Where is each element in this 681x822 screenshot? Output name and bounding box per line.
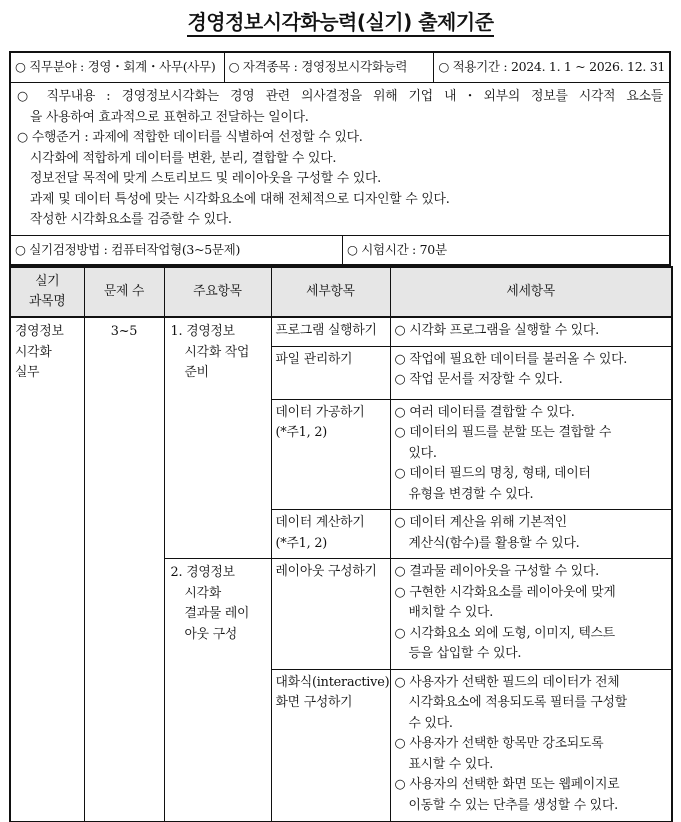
table-row: [10, 317, 672, 346]
header-count: 문제 수: [84, 267, 164, 317]
sub-item: 프로그램 실행하기: [271, 317, 390, 346]
detail-item: ○ 작업에 필요한 데이터를 불러올 수 있다. ○ 작업 문서를 저장할 수 있다.: [390, 346, 672, 399]
table-header-row: [10, 267, 672, 317]
detail-item: ○ 결과물 레이아웃을 구성할 수 있다. ○ 구현한 시각화요소를 레이아웃에 맞게 배치할 수 있다. ○ 시각화요소 외에 도형, 이미지, 텍스트 등을 삽입할 수 있다.: [390, 559, 672, 670]
sub-item: 파일 관리하기: [271, 346, 390, 399]
major-item-2: 2. 경영정보 시각화 결과물 레이 아웃 구성: [164, 559, 271, 822]
detail-item: ○ 여러 데이터를 결합할 수 있다. ○ 데이터의 필드를 분할 또는 결합할 수 있다. ○ 데이터 필드의 명칭, 형태, 데이터 유형을 변경할 수 있다.: [390, 399, 672, 510]
criteria-line: 과제 및 데이터 특성에 맞는 시각화요소에 대해 전체적으로 디자인할 수 있다.: [30, 191, 450, 207]
header-detail: 세세항목: [390, 267, 672, 317]
info-box: [9, 51, 671, 266]
criteria-table: [9, 266, 673, 822]
certificate-name: ○ 자격종목 : 경영정보시각화능력: [224, 53, 434, 82]
job-description: [11, 83, 669, 235]
info-row-exam: [11, 236, 669, 264]
exam-method: ○ 실기검정방법 : 컴퓨터작업형(3~5문제): [15, 241, 241, 257]
detail-item: ○ 데이터 계산을 위해 기본적인 계산식(함수)를 활용할 수 있다.: [390, 510, 672, 559]
info-row-description: [11, 83, 669, 236]
criteria-line: 정보전달 목적에 맞게 스토리보드 및 레이아웃을 구성할 수 있다.: [30, 171, 382, 186]
header-sub: 세부항목: [271, 267, 390, 317]
info-row-meta: [11, 53, 669, 83]
job-content-line: ○ 직무내용 : 경영정보시각화는 경영 관련 의사결정을 위해 기업 내・외부의 정보를 시각적 요소들: [17, 89, 663, 104]
exam-time: ○ 시험시간 : 70분: [342, 236, 669, 264]
sub-item: 데이터 가공하기 (*주1, 2): [271, 399, 390, 510]
major-item-1: 1. 경영정보 시각화 작업 준비: [164, 317, 271, 559]
page-title: 경영정보시각화능력(실기) 출제기준: [0, 6, 681, 35]
sub-item: 대화식(interactive) 화면 구성하기: [271, 669, 390, 821]
detail-item: ○ 시각화 프로그램을 실행할 수 있다.: [390, 317, 672, 346]
subject-cell: 경영정보 시각화 실무: [10, 317, 84, 821]
header-subject: 실기 과목명: [10, 267, 84, 317]
job-content-line: 을 사용하여 효과적으로 표현하고 전달하는 일이다.: [30, 109, 309, 125]
application-period: ○ 적용기간 : 2024. 1. 1 ~ 2026. 12. 31: [433, 53, 669, 82]
sub-item: 데이터 계산하기 (*주1, 2): [271, 510, 390, 559]
count-cell: 3~5: [84, 317, 164, 821]
sub-item: 레이아웃 구성하기: [271, 559, 390, 670]
criteria-line: 작성한 시각화요소를 검증할 수 있다.: [30, 212, 232, 227]
job-field: ○ 직무분야 : 경영・회계・사무(사무): [15, 59, 216, 74]
header-major: 주요항목: [164, 267, 271, 317]
criteria-line: 시각화에 적합하게 데이터를 변환, 분리, 결합할 수 있다.: [30, 150, 337, 166]
detail-item: ○ 사용자가 선택한 필드의 데이터가 전체 시각화요소에 적용되도록 필터를 구성할 수 있다. ○ 사용자가 선택한 항목만 강조되도록 표시할 수 있다. ○ 사용자의 선택한 화면 또는 웹페이지로 이동할 수 있는 단추를 생성할 수 있다.: [390, 669, 672, 821]
criteria-line: ○ 수행준거 : 과제에 적합한 데이터를 식별하여 선정할 수 있다.: [17, 130, 363, 145]
